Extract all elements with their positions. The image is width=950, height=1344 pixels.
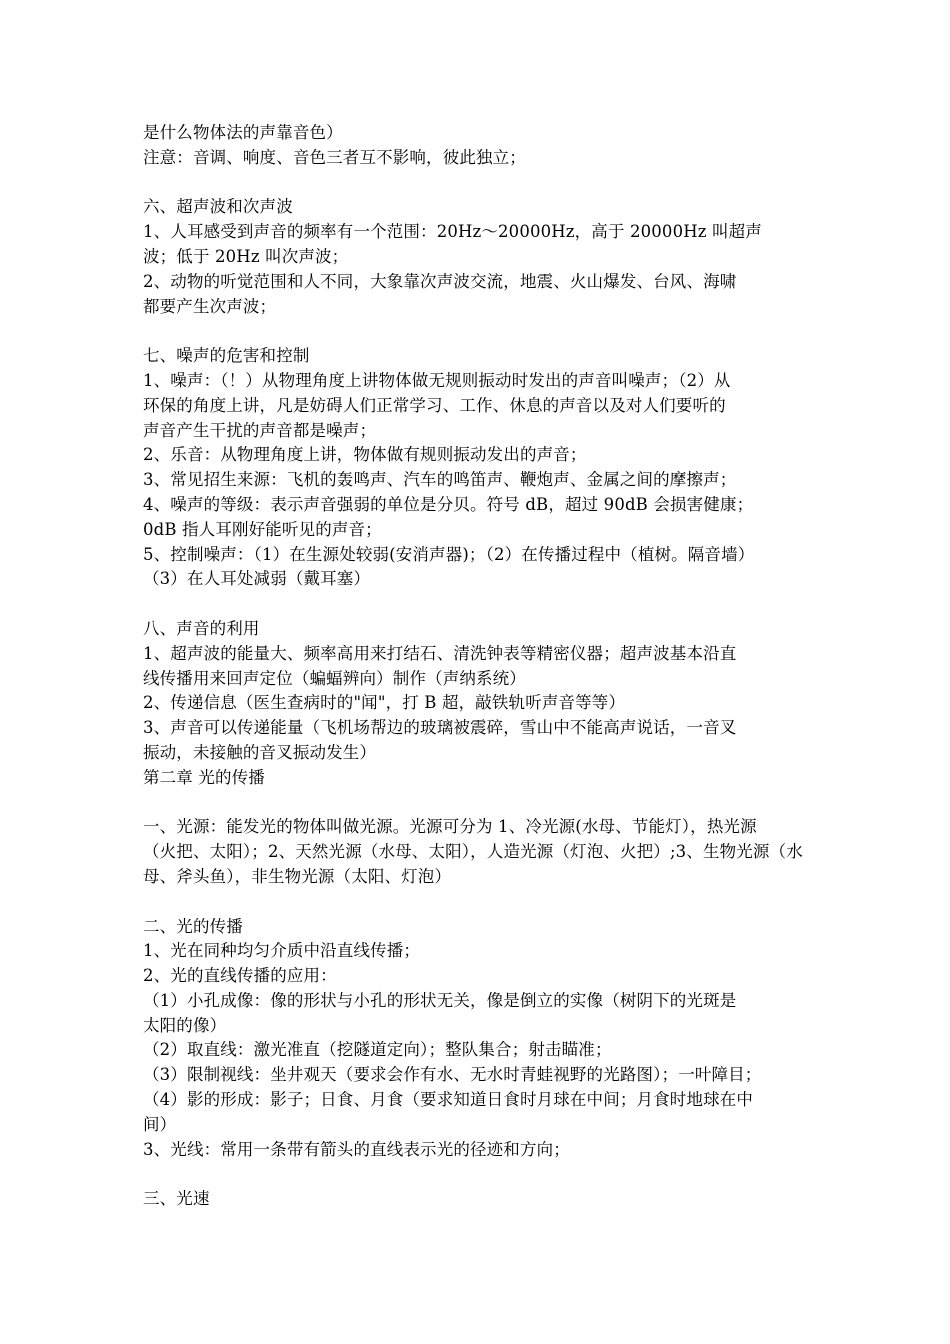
text-line: 1、超声波的能量大、频率高用来打结石、清洗钟表等精密仪器；超声波基本沿直	[143, 643, 737, 663]
text-line: 2、乐音：从物理角度上讲，物体做有规则振动发出的声音；	[143, 445, 587, 465]
blank-line	[143, 171, 815, 196]
text-line: （3）限制视线：坐井观天（要求会作有水、无水时青蛙视野的光路图）；一叶障目；	[143, 1065, 762, 1085]
text-line: 八、声音的利用	[143, 618, 260, 638]
text-line: 七、噪声的危害和控制	[143, 346, 310, 366]
text-line: 2、光的直线传播的应用：	[143, 966, 337, 986]
blank-line	[143, 592, 815, 617]
text-line: 2、传递信息（医生查病时的"闻"，打 B 超，敲铁轨听声音等等）	[143, 693, 626, 713]
text-line: 2、动物的听觉范围和人不同，大象靠次声波交流，地震、火山爆发、台风、海啸	[143, 271, 737, 291]
text-line: 振动，未接触的音叉振动发生）	[143, 742, 377, 762]
text-line: 0dB 指人耳刚好能听见的声音；	[143, 519, 382, 539]
text-line: 六、超声波和次声波	[143, 197, 293, 217]
blank-line	[143, 890, 815, 915]
text-line: 一、光源：能发光的物体叫做光源。光源可分为 1、冷光源(水母、节能灯），热光源	[143, 817, 757, 837]
text-line: 太阳的像）	[143, 1015, 227, 1035]
text-line: 都要产生次声波；	[143, 296, 277, 316]
blank-line	[143, 319, 815, 344]
text-line: 3、光线：常用一条带有箭头的直线表示光的径迹和方向；	[143, 1139, 570, 1159]
text-line: 间）	[143, 1114, 177, 1134]
text-line: 1、人耳感受到声音的频率有一个范围：20Hz～20000Hz，高于 20000Hz 叫超声	[143, 222, 762, 242]
text-line: 第二章 光的传播	[143, 767, 265, 787]
text-line: （火把、太阳）；2、天然光源（水母、太阳），人造光源（灯泡、火把）;3、生物光源（水	[143, 842, 803, 862]
text-line: 1、光在同种均匀介质中沿直线传播；	[143, 941, 421, 961]
text-line: （3）在人耳处减弱（戴耳塞）	[143, 569, 371, 589]
text-line: （2）取直线：激光准直（挖隧道定向）；整队集合；射击瞄准；	[143, 1040, 612, 1060]
text-line: 二、光的传播	[143, 916, 243, 936]
text-line: 3、声音可以传递能量（飞机场帮边的玻璃被震碎，雪山中不能高声说话，一音叉	[143, 718, 737, 738]
text-line: 1、噪声：（！）从物理角度上讲物体做无规则振动时发出的声音叫噪声；（2）从	[143, 370, 731, 390]
blank-line	[143, 1162, 815, 1187]
text-line: 环保的角度上讲，凡是妨碍人们正常学习、工作、休息的声音以及对人们要听的	[143, 395, 726, 415]
text-line: 母、斧头鱼），非生物光源（太阳、灯泡）	[143, 866, 452, 886]
document-body	[143, 121, 815, 1212]
text-line: （4）影的形成：影子；日食、月食（要求知道日食时月球在中间；月食时地球在中	[143, 1090, 754, 1110]
text-line: （1）小孔成像：像的形状与小孔的形状无关，像是倒立的实像（树阴下的光斑是	[143, 990, 737, 1010]
text-line: 4、噪声的等级：表示声音强弱的单位是分贝。符号 dB，超过 90dB 会损害健康；	[143, 494, 754, 514]
text-line: 线传播用来回声定位（蝙蝠辨向）制作（声纳系统）	[143, 668, 526, 688]
text-line: 注意：音调、响度、音色三者互不影响，彼此独立；	[143, 147, 526, 167]
text-line: 5、控制噪声：（1）在生源处较弱(安消声器)；（2）在传播过程中（植树。隔音墙）	[143, 544, 755, 564]
text-line: 三、光速	[143, 1189, 210, 1209]
text-line: 是什么物体法的声靠音色）	[143, 123, 343, 142]
text-line: 3、常见招生来源：飞机的轰鸣声、汽车的鸣笛声、鞭炮声、金属之间的摩擦声；	[143, 470, 737, 490]
text-line: 波；低于 20Hz 叫次声波；	[143, 246, 349, 266]
text-line: 声音产生干扰的声音都是噪声；	[143, 420, 377, 440]
blank-line	[143, 791, 815, 816]
